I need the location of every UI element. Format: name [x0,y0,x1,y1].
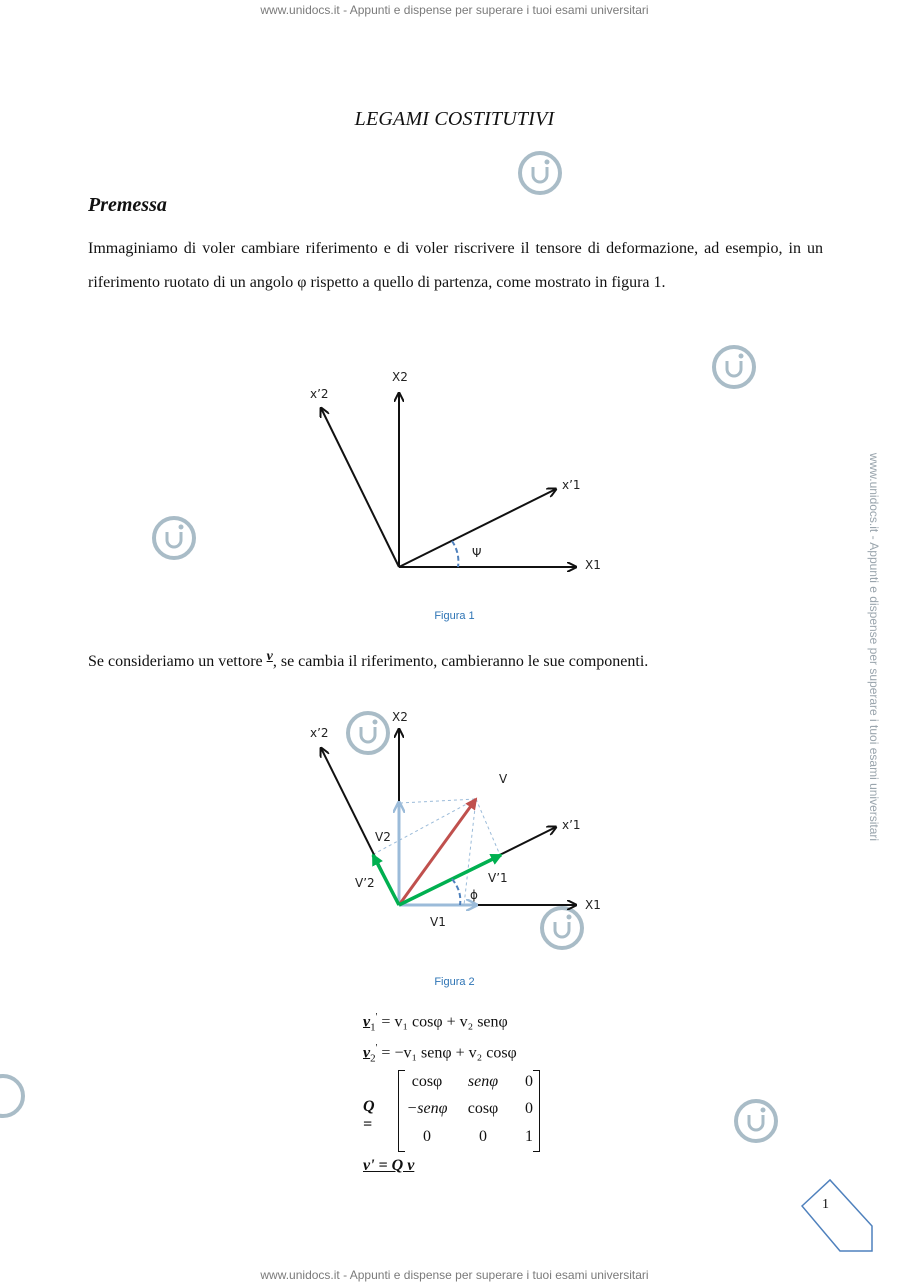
eq1-lhs: v [363,1013,371,1031]
label-v2: V2 [375,830,391,844]
eq2-sup: ' [375,1043,378,1054]
matrix-cell: −senφ [406,1100,448,1117]
eq2-sub: 2 [370,1052,376,1065]
paragraph-vector [88,645,823,680]
eq2-lhs: v [363,1044,371,1062]
matrix-cell: 1 [525,1128,533,1145]
axis-x2-rotated [321,408,399,567]
label-angle: Ψ [472,546,482,560]
figure-2-diagram [300,705,620,935]
equation-v2-prime [363,1043,517,1065]
unidocs-logo-icon [151,515,197,561]
figure-1-caption: Figura 1 [434,610,475,622]
section-heading: Premessa [88,194,167,216]
watermark-side-right: www.unidocs.it - Appunti e dispense per superare i tuoi esami universitari [867,452,882,842]
matrix-cell: senφ [467,1073,499,1090]
paragraph-vector-text-before: Se consideriamo un vettore [88,653,267,670]
matrix-cell: cosφ [467,1100,499,1117]
matrix-cell: cosφ [411,1073,443,1090]
label-x2: X2 [392,370,408,384]
figure-1-diagram [300,365,620,580]
watermark-header: www.unidocs.it - Appunti e dispense per superare i tuoi esami universitari [260,3,649,17]
label-v1-rotated: V’1 [488,871,508,885]
component-v2-rotated [373,855,399,905]
eq1-rhs: = v₁ cosφ + v₂ senφ [381,1013,508,1031]
angle-arc [452,879,460,905]
figure-2-caption: Figura 2 [434,976,475,988]
unidocs-logo-icon [733,1098,779,1144]
label-v1: V1 [430,915,446,929]
label-v2-rotated: V’2 [355,876,375,890]
eq1-sub: 1 [370,1021,376,1034]
matrix-cell: 0 [525,1100,533,1117]
unidocs-logo-icon [517,150,563,196]
label-v: V [499,772,508,786]
label-x2-rotated: x’2 [310,726,329,740]
angle-arc [452,541,458,567]
vector-v [399,799,476,905]
matrix-cell: 0 [423,1128,431,1145]
matrix-grid [398,1070,540,1152]
label-x1-rotated: x’1 [562,478,581,492]
paragraph-vector-text-after: , se cambia il riferimento, cambieranno le sue componenti. [272,653,649,670]
equation-v1-prime [363,1012,508,1034]
label-x2: X2 [392,710,408,724]
eq2-rhs: = −v₁ senφ + v₂ cosφ [381,1044,517,1062]
label-x1-rotated: x’1 [562,818,581,832]
unidocs-logo-icon [0,1073,26,1119]
eq1-sup: ' [375,1012,378,1023]
vector-symbol: v [266,649,273,664]
unidocs-logo-icon [711,344,757,390]
matrix-cell: 0 [479,1128,487,1145]
page-corner-icon [800,1178,875,1253]
label-x1: X1 [585,898,601,912]
watermark-footer: www.unidocs.it - Appunti e dispense per superare i tuoi esami universitari [260,1268,649,1282]
matrix-label: Q = [363,1098,375,1133]
page-number: 1 [822,1197,829,1212]
component-v1-rotated [399,855,501,905]
equation-vector-transform: v' = Q v [363,1157,415,1174]
page-number-badge [800,1178,875,1253]
paragraph-intro: Immaginiamo di voler cambiare riferimento e di voler riscrivere il tensore di deformazione, ad esempio, in un riferimento ruotato di un angolo φ rispetto a quello di partenza, come mostrato in figura 1. [88,240,823,291]
label-x2-rotated: x’2 [310,387,329,401]
label-x1: X1 [585,558,601,572]
matrix-cell: 0 [525,1073,533,1090]
document-title: LEGAMI COSTITUTIVI [354,108,555,130]
label-angle: ϕ [470,888,478,902]
